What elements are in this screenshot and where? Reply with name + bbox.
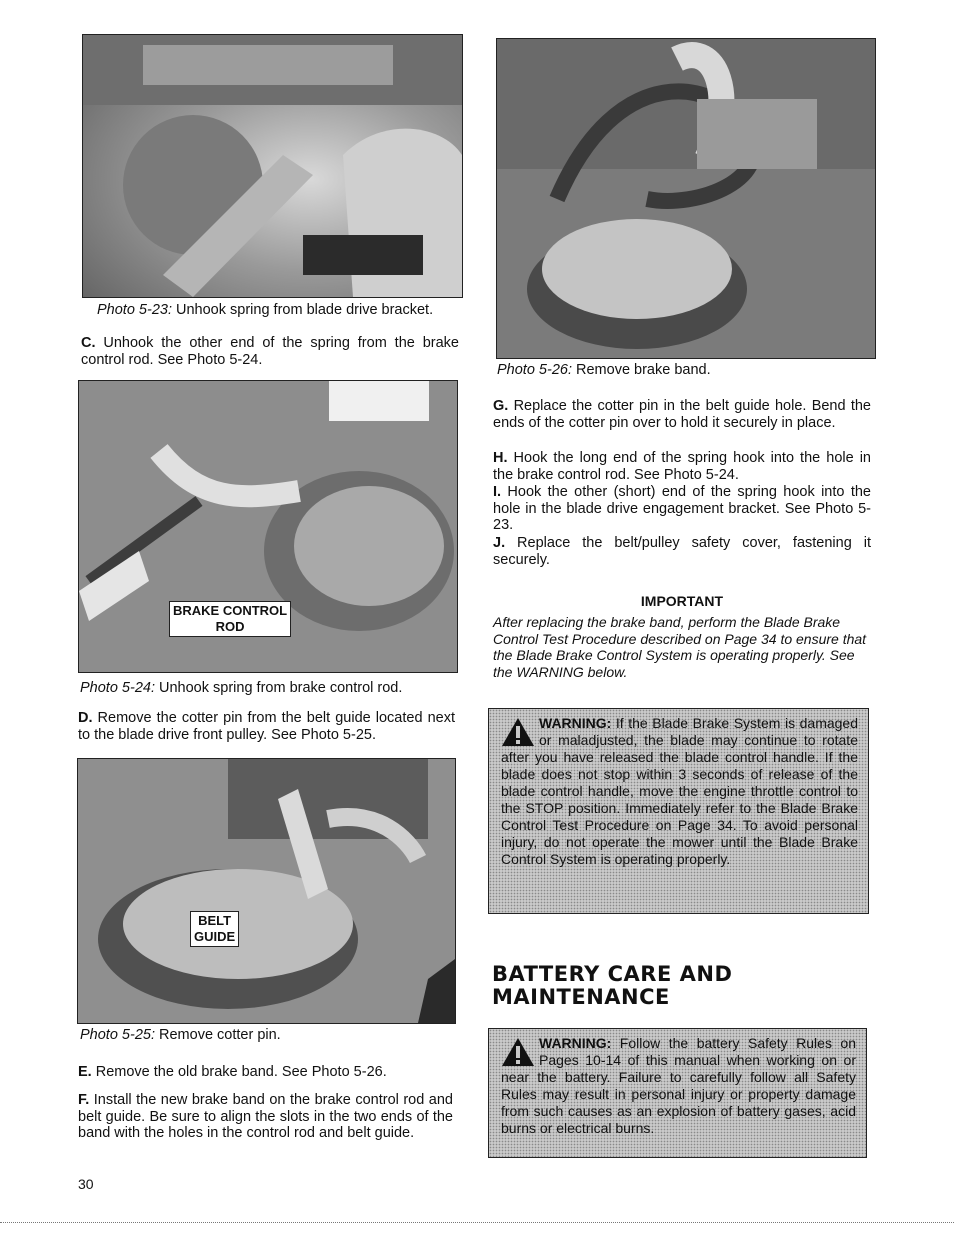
step-letter: I. [493,484,502,500]
warning-text: Follow the battery Safety Rules on Pages 10-14 of this manual when working on or near the battery. Failure to carefully follow all Safety Rules may result in personal injury or property damage from such causes as an explosion of battery gases, acid burns or electrical burns. [501,1035,856,1136]
step-g [493,398,871,431]
brake-control-rod-callout [169,601,291,637]
step-letter: J. [493,535,506,551]
callout-line-1: BELT [198,913,232,928]
photo-5-26 [496,38,876,359]
section-heading [492,963,872,1009]
photo-5-25-image [78,759,455,1023]
step-text: Hook the long end of the spring hook into the hole in the brake control rod. See Photo 5-24. [493,450,871,483]
warning-box-battery [488,1028,867,1158]
step-e [78,1064,458,1081]
step-h [493,450,871,483]
warning-title: WARNING: [539,715,612,731]
warning-triangle-icon [501,1037,535,1067]
step-text: Replace the belt/pulley safety cover, fastening it securely. [493,535,871,568]
caption-text: Remove cotter pin. [154,1027,281,1043]
photo-5-26-caption [497,362,867,379]
step-letter: G. [493,398,509,414]
step-i [493,484,871,534]
step-letter: H. [493,450,508,466]
step-letter: E. [78,1064,92,1080]
step-text: Unhook the other end of the spring from the brake control rod. See Photo 5-24. [81,335,459,368]
caption-label: Photo 5-26: [497,362,572,378]
callout-line-2: GUIDE [194,929,236,944]
important-text: After replacing the brake band, perform the Blade Brake Control Test Procedure described on Page 34 to ensure that the Blade Brake Control System is operating properly. See the WARNING below. [493,614,867,680]
photo-5-24-caption [80,680,460,697]
step-letter: F. [78,1092,90,1108]
step-text: Remove the old brake band. See Photo 5-26. [91,1064,387,1080]
warning-text: If the Blade Brake System is damaged or maladjusted, the blade may continue to rotate after you have released the blade control handle. If the blade does not stop within 3 seconds of release of the blade control handle, move the engine throttle control to the STOP position. Immediately refer to the Blade Brake Control Test Procedure on Page 34. To avoid personal injury, do not operate the mower until the Blade Brake Control System is operating properly. [501,715,858,867]
step-letter: C. [81,335,96,351]
belt-guide-callout [190,911,239,947]
section-heading-line-1: BATTERY CARE AND [492,962,733,986]
step-d [78,710,455,743]
important-heading: IMPORTANT [640,593,724,609]
caption-text: Remove brake band. [571,362,711,378]
photo-5-23 [82,34,463,298]
warning-title: WARNING: [539,1035,612,1051]
step-text: Replace the cotter pin in the belt guide hole. Bend the ends of the cotter pin over to hold it securely in place. [493,398,871,431]
photo-5-23-image [83,35,462,297]
step-text: Hook the other (short) end of the spring hook into the hole in the blade drive engagement bracket. See Photo 5-23. [493,484,871,533]
section-heading-line-2: MAINTENANCE [492,985,670,1009]
step-f [78,1092,453,1142]
callout-line-2: ROD [215,619,245,634]
step-text: Remove the cotter pin from the belt guide located next to the blade drive front pulley. See Photo 5-25. [78,710,455,743]
callout-line-1: BRAKE CONTROL [173,603,288,618]
caption-label: Photo 5-23: [97,302,172,318]
page-number: 30 [78,1176,94,1192]
photo-5-25 [77,758,456,1024]
photo-5-25-caption [80,1027,460,1044]
bottom-rule [0,1222,954,1224]
step-text: Install the new brake band on the brake control rod and belt guide. Be sure to align the slots in the two ends of the band with the holes in the control rod and belt guide. [78,1092,453,1141]
step-j [493,535,871,568]
step-c [81,335,459,368]
caption-label: Photo 5-25: [80,1027,155,1043]
caption-label: Photo 5-24: [80,680,155,696]
photo-5-24 [78,380,458,673]
photo-5-26-image [497,39,875,358]
photo-5-23-caption [97,302,457,319]
warning-box-blade-brake [488,708,869,914]
step-letter: D. [78,710,93,726]
caption-text: Unhook spring from brake control rod. [154,680,403,696]
caption-text: Unhook spring from blade drive bracket. [171,302,434,318]
warning-triangle-icon [501,717,535,747]
